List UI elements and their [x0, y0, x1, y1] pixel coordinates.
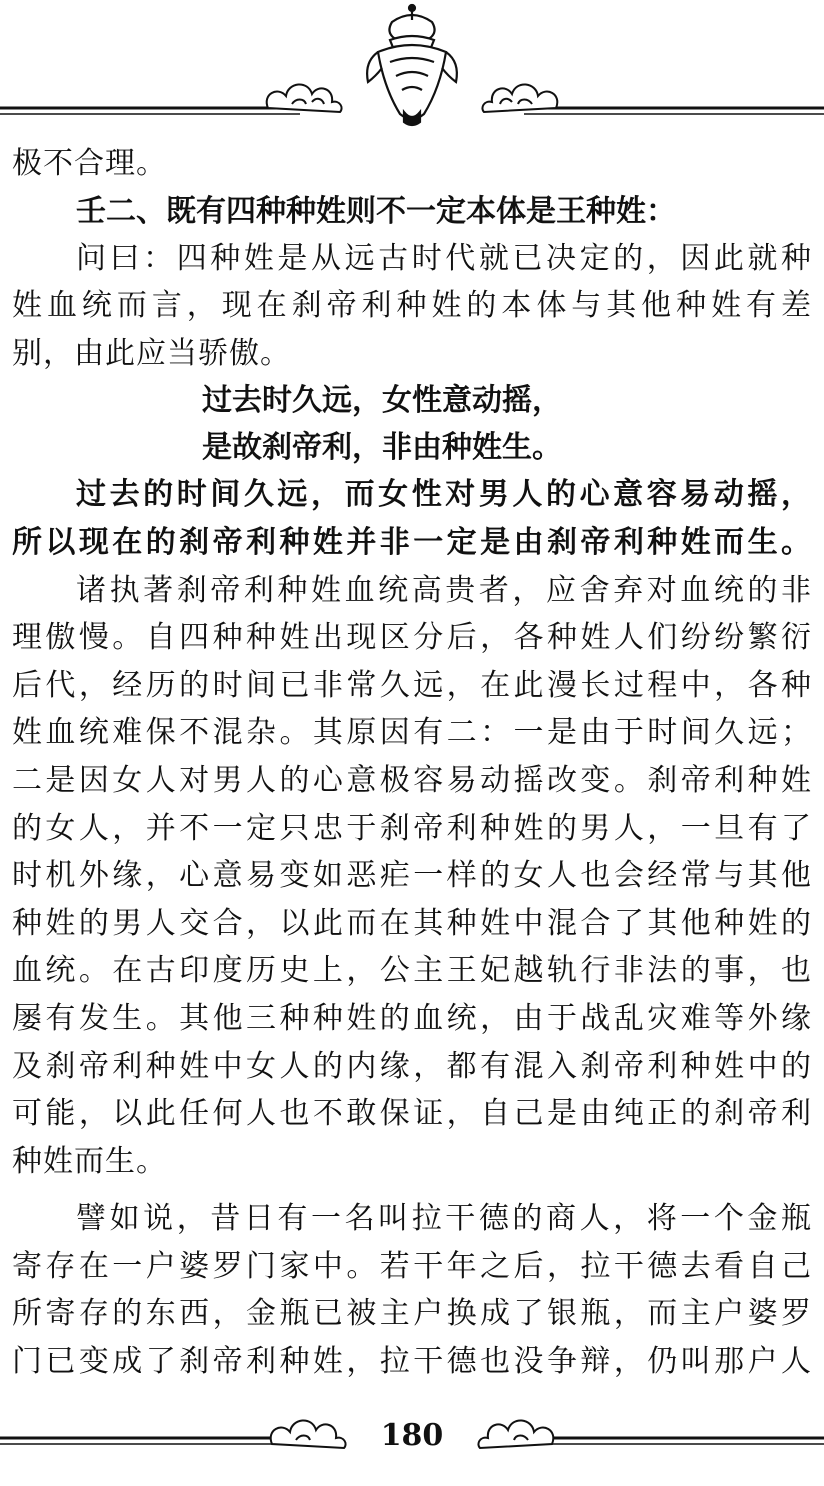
- page-number: 180: [380, 1418, 444, 1453]
- text-line: 诸执著刹帝利种姓血统高贵者，应舍弃对血统的非: [76, 572, 812, 608]
- left-cloud-icon: [267, 84, 342, 112]
- text-line: 譬如说，昔日有一名叫拉干德的商人，将一个金瓶: [76, 1201, 812, 1237]
- text-line: 所以现在的刹帝利种姓并非一定是由刹帝利种姓而生。: [12, 524, 812, 560]
- text-line: 种姓的男人交合，以此而在其种姓中混合了其他种姓的: [12, 905, 812, 941]
- text-line: 门已变成了刹帝利种姓，拉干德也没争辩，仍叫那户人: [12, 1344, 812, 1380]
- text-line: 种姓而生。: [12, 1143, 167, 1179]
- text-line: 理傲慢。自四种种姓出现区分后，各种姓人们纷纷繁衍: [12, 620, 812, 656]
- text-line: 及刹帝利种姓中女人的内缘，都有混入刹帝利种姓中的: [12, 1048, 812, 1084]
- text-line: 姓血统难保不混杂。其原因有二：一是由于时间久远；: [12, 715, 812, 751]
- text-line: 的女人，并不一定只忠于刹帝利种姓的男人，一旦有了: [12, 810, 812, 846]
- text-line: 可能，以此任何人也不敢保证，自己是由纯正的刹帝利: [12, 1096, 812, 1132]
- text-line: 极不合理。: [12, 146, 167, 181]
- text-line: 时机外缘，心意易变如恶疟一样的女人也会经常与其他: [12, 858, 812, 894]
- text-line: 寄存在一户婆罗门家中。若干年之后，拉干德去看自己: [12, 1248, 812, 1284]
- text-line: 过去的时间久远，而女性对男人的心意容易动摇，: [76, 477, 812, 513]
- verse-line: 过去时久远，女性意动摇，: [202, 383, 562, 419]
- text-line: 后代，经历的时间已非常久远，在此漫长过程中，各种: [12, 667, 812, 703]
- paragraph-gap: [12, 1185, 812, 1195]
- text-line: 问曰：四种姓是从远古时代就已决定的，因此就种: [76, 240, 812, 276]
- verse-line: 是故刹帝利，非由种姓生。: [202, 430, 562, 466]
- text-line: 别，由此应当骄傲。: [12, 335, 291, 371]
- body-text: [12, 140, 812, 1386]
- section-heading: 壬二、既有四种种姓则不一定本体是王种姓：: [76, 193, 676, 229]
- conch-shell-icon: [367, 5, 457, 125]
- text-line: 所寄存的东西，金瓶已被主户换成了银瓶，而主户婆罗: [12, 1296, 812, 1332]
- header-ornament: [0, 0, 824, 130]
- text-line: 二是因女人对男人的心意极容易动摇改变。刹帝利种姓: [12, 762, 812, 798]
- right-cloud-icon: [482, 84, 557, 112]
- text-line: 姓血统而言，现在刹帝利种姓的本体与其他种姓有差: [12, 288, 812, 324]
- text-line: 屡有发生。其他三种种姓的血统，由于战乱灾难等外缘: [12, 1000, 812, 1036]
- text-line: 血统。在古印度历史上，公主王妃越轨行非法的事，也: [12, 953, 812, 989]
